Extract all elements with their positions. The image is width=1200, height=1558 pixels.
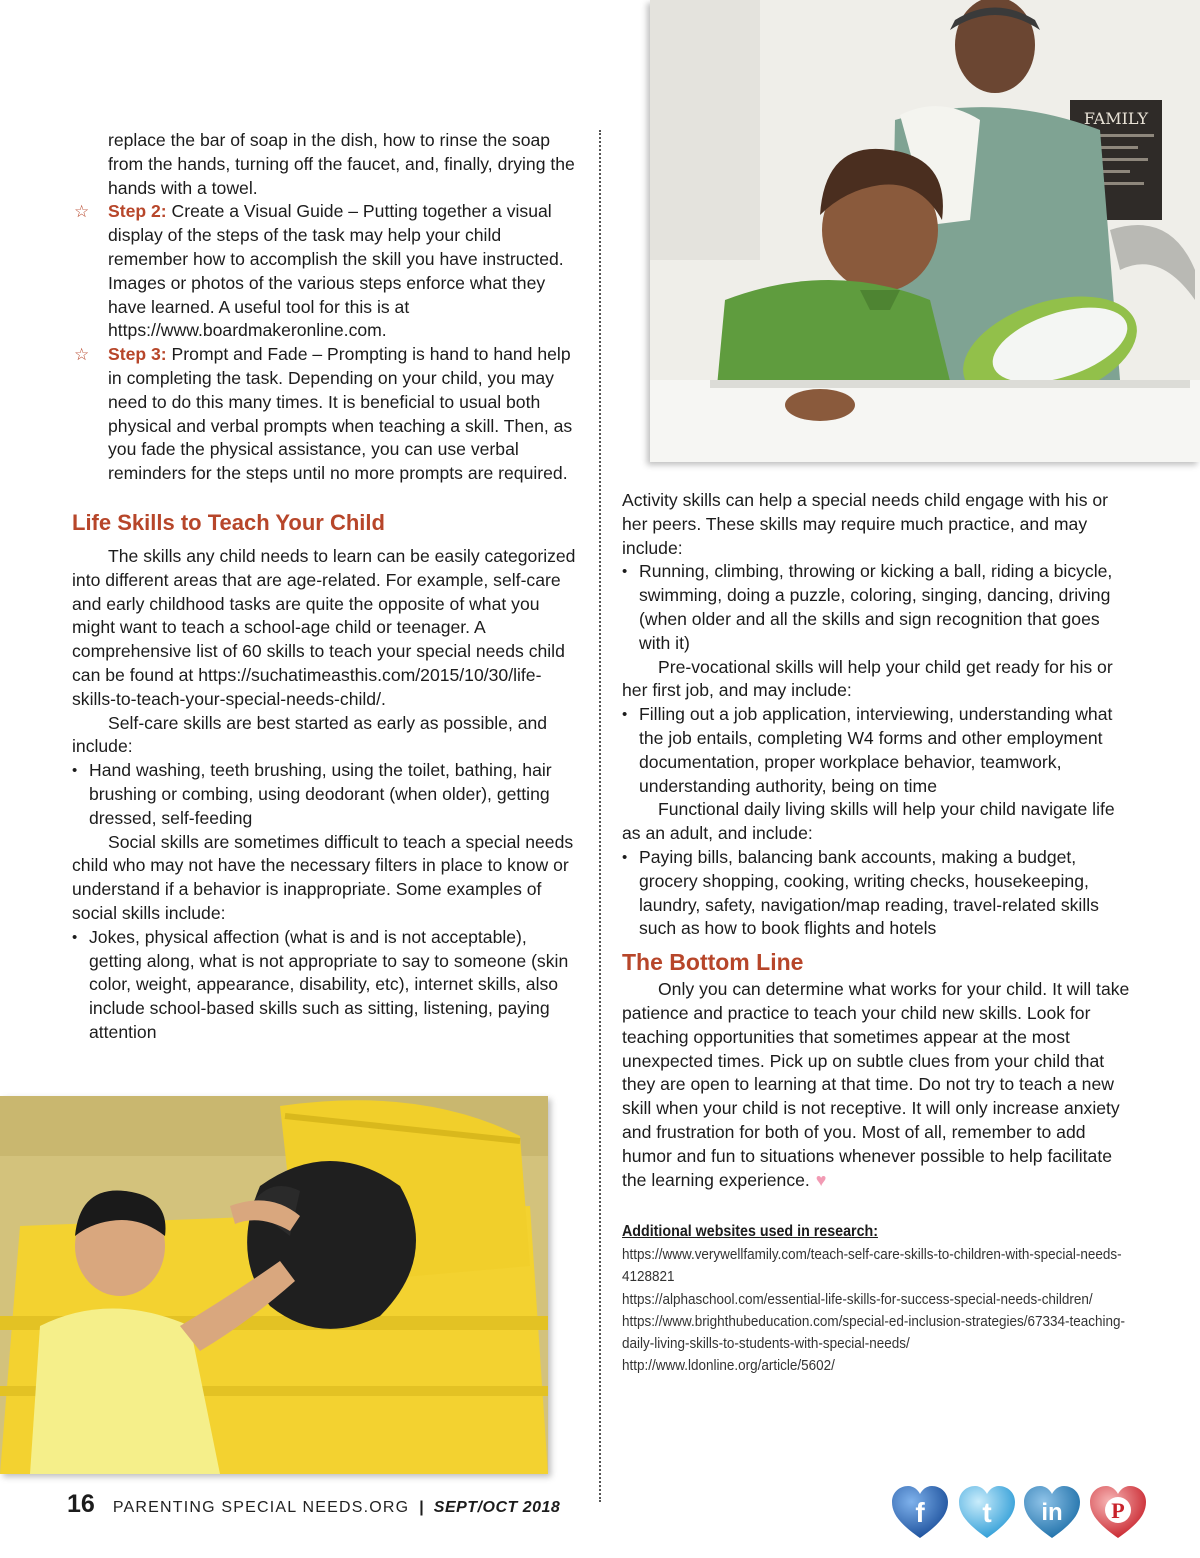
paragraph: Social skills are sometimes difficult to teach a special needs child who may not have the necessary filters in place to know or understand if a behavior is inappropriate. Some examples of social skills include: [72, 831, 574, 923]
twitter-glyph: t [982, 1497, 992, 1528]
linkedin-glyph: in [1041, 1499, 1063, 1526]
step-label: Step 2: [108, 201, 167, 222]
reference-link[interactable]: http://www.ldonline.org/article/5602/ [622, 1358, 835, 1375]
photo-boy-taking-out-trash [0, 1096, 548, 1474]
column-divider [599, 130, 601, 1502]
bullet-item: • Jokes, physical affection (what is and is not acceptable), getting along, what is not appropriate to say to someone (skin color, weight, appearance, disability, etc), internet skills, also include school-based skills such as sitting, listening, paying attention [72, 926, 577, 1045]
pinterest-glyph: P [1111, 1498, 1125, 1523]
paragraph [622, 978, 1132, 1192]
star-bullet-icon: ☆ [74, 345, 90, 365]
star-bullet-icon: ☆ [74, 202, 90, 222]
paragraph: The skills any child needs to learn can be easily categorized into different areas that are age-related. For example, self-care and early childhood tasks are quite the opposite of what you might want to teach a school-age child or teenager. A comprehensive list of 60 skills to teach your special needs child can be found at https://suchatimeasthis.com/2015/10/30/life-skills-to-teach-your-special-needs-child/. [72, 545, 576, 709]
bullet-item: • Filling out a job application, interviewing, understanding what the job entails, completing W4 forms and other employment documentation, proper workplace behavior, teamwork, understanding authority, being on time [622, 703, 1132, 798]
footer-separator: | [419, 1499, 424, 1516]
step-text: Prompt and Fade – Prompting is hand to hand help in completing the task. Depending on your child, you may need to do this many times. It is beneficial to usual both physical and verbal prompts when teaching a skill. Then, as you fade the physical assistance, you can use verbal reminders for the steps until no more prompts are required. [108, 344, 573, 484]
references-title: Additional websites used in research: [622, 1223, 878, 1241]
family-sign-text: FAMILY [1083, 109, 1149, 128]
closing-text: Only you can determine what works for your child. It will take patience and practice to teach your child new skills. Look for teaching opportunities that sometimes appear at the most unexpected times. Pick up on subtle clues from your child that they are open to learning at that time. Do not try to teach a new skill when your child is not receptive. It will only increase anxiety and frustration for both of you. Most of all, remember to add humor and fun to situations whenever possible to help facilitate the learning experience. [622, 979, 1130, 1190]
publication-name: PARENTING SPECIAL NEEDS.ORG [112, 1499, 410, 1516]
page-footer [67, 1490, 560, 1519]
facebook-icon[interactable] [890, 1484, 950, 1540]
reference-link[interactable]: https://www.verywellfamily.com/teach-self-care-skills-to-children-with-special-needs-4128821 [622, 1247, 1122, 1286]
section-heading-life-skills: Life Skills to Teach Your Child [72, 509, 385, 535]
paragraph: Activity skills can help a special needs child engage with his or her peers. These skills may require much practice, and may include: [622, 490, 1109, 558]
step-3 [72, 343, 577, 486]
section-heading-bottom-line: The Bottom Line [622, 949, 804, 976]
pinterest-icon[interactable] [1088, 1484, 1148, 1540]
step1-continuation: replace the bar of soap in the dish, how to rinse the soap from the hands, turning off the faucet, and, finally, drying the hands with a towel. [108, 130, 575, 198]
trash-illustration [0, 1096, 548, 1474]
facebook-glyph: f [915, 1497, 925, 1528]
kitchen-illustration [650, 0, 1200, 462]
step-text: Create a Visual Guide – Putting together a visual display of the steps of the task may help your child remember how to accomplish the skill you have instructed. Images or photos of the various steps enforce what they have learned. A useful tool for this is at https://www.boardmakeronline.com. [108, 201, 564, 341]
paragraph: Pre-vocational skills will help your child get ready for his or her first job, and may include: [622, 656, 1113, 701]
bullet-item: • Hand washing, teeth brushing, using the toilet, bathing, hair brushing or combing, using deodorant (when older), getting dressed, self-feeding [72, 759, 577, 830]
bullet-item: • Paying bills, balancing bank accounts, making a budget, grocery shopping, cooking, writing checks, housekeeping, laundry, safety, navigation/map reading, travel-related skills such as how to book flights and hotels [622, 846, 1132, 941]
twitter-icon[interactable] [957, 1484, 1017, 1540]
step-2 [72, 200, 577, 343]
right-column [622, 489, 1132, 1377]
reference-link[interactable]: https://alphaschool.com/essential-life-skills-for-success-special-needs-children/ [622, 1291, 1093, 1308]
heart-icon: ♥ [815, 1169, 827, 1190]
issue-date: SEPT/OCT 2018 [433, 1499, 561, 1516]
page-number: 16 [67, 1490, 95, 1518]
reference-link[interactable]: https://www.brighthubeducation.com/special-ed-inclusion-strategies/67334-teaching-daily-living-skills-to-students-with-special-needs/ [622, 1313, 1125, 1352]
step-label: Step 3: [108, 344, 167, 365]
references [622, 1220, 1132, 1377]
bullet-item: • Running, climbing, throwing or kicking a ball, riding a bicycle, swimming, doing a puzzle, coloring, singing, dancing, driving (when older and all the skills and sign recognition that goes with it) [622, 560, 1132, 655]
paragraph: Functional daily living skills will help your child navigate life as an adult, and include: [622, 799, 1115, 844]
linkedin-icon[interactable] [1022, 1484, 1082, 1540]
paragraph: Self-care skills are best started as early as possible, and include: [72, 712, 548, 757]
photo-father-son-washing-dishes [650, 0, 1200, 462]
left-column [72, 129, 577, 1045]
